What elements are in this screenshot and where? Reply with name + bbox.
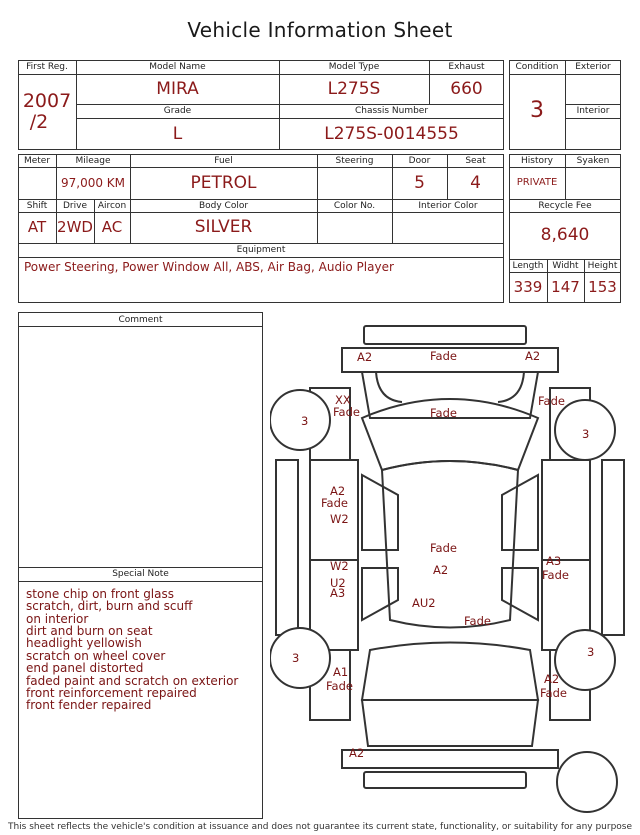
door-label: Door <box>408 156 431 166</box>
width-value: 147 <box>551 278 580 296</box>
syaken-label: Syaken <box>576 156 610 166</box>
comment-label: Comment <box>118 315 163 325</box>
rear-window <box>362 643 538 701</box>
special-note-label: Special Note <box>112 569 169 579</box>
model-type-value: L275S <box>327 79 381 99</box>
tire-grade: 3 <box>582 427 590 441</box>
interior-label: Interior <box>576 106 610 116</box>
length-label: Length <box>512 261 544 271</box>
damage-mark: Fade <box>542 568 569 582</box>
history-label: History <box>520 156 554 166</box>
fuel-label: Fuel <box>214 156 233 166</box>
tire-front-left <box>270 390 330 450</box>
exhaust-label: Exhaust <box>448 62 485 72</box>
damage-mark: A3 <box>546 554 562 568</box>
mileage-value: 97,000 KM <box>60 176 126 190</box>
sill-left <box>276 460 298 635</box>
front-door-left <box>310 460 358 560</box>
damage-mark: Fade <box>464 614 491 628</box>
fuel-value: PETROL <box>190 173 257 193</box>
damage-mark: Fade <box>540 686 567 700</box>
damage-mark: A2 <box>433 563 449 577</box>
rear-bar <box>364 772 526 788</box>
special-note-item: dirt and burn on seat <box>26 624 153 638</box>
damage-mark: Fade <box>333 405 360 419</box>
special-note-item: stone chip on front glass <box>26 587 175 601</box>
damage-mark: A2 <box>330 484 346 498</box>
damage-mark: A2 <box>349 746 365 760</box>
interior-color-label: Interior Color <box>418 201 478 211</box>
damage-mark: Fade <box>430 406 457 420</box>
damage-mark: Fade <box>326 679 353 693</box>
meter-label: Meter <box>23 156 51 166</box>
condition-value: 3 <box>530 98 544 123</box>
body-color-value: SILVER <box>194 217 253 237</box>
equipment-value: Power Steering, Power Window All, ABS, Air Bag, Audio Player <box>24 260 394 274</box>
car-damage-diagram <box>270 320 630 820</box>
model-type-label: Model Type <box>328 62 380 72</box>
drive-value: 2WD <box>57 218 93 236</box>
aircon-value: AC <box>101 218 123 236</box>
history-value: PRIVATE <box>516 177 558 188</box>
tire-grade: 3 <box>301 414 309 428</box>
spare-tire <box>557 752 617 812</box>
special-note-item: front fender repaired <box>26 698 152 712</box>
comment-panel <box>18 312 263 819</box>
damage-mark: Fade <box>430 541 457 555</box>
damage-mark: W2 <box>330 512 349 526</box>
steering-label: Steering <box>335 156 374 166</box>
sill-right <box>602 460 624 635</box>
first-reg-year: 2007 <box>22 90 72 112</box>
damage-mark: Fade <box>430 349 457 363</box>
width-label: Widht <box>552 261 579 271</box>
seat-label: Seat <box>465 156 486 166</box>
equipment-label: Equipment <box>236 245 286 255</box>
first-reg-month: /2 <box>29 111 49 133</box>
damage-mark: W2 <box>330 559 349 573</box>
damage-mark: A2 <box>544 672 560 686</box>
tire-grade: 3 <box>587 645 595 659</box>
recycle-fee-value: 8,640 <box>540 225 590 245</box>
model-name-value: MIRA <box>156 79 199 99</box>
damage-mark: A2 <box>357 350 373 364</box>
damage-mark: Fade <box>321 496 348 510</box>
exterior-label: Exterior <box>575 62 611 72</box>
model-name-label: Model Name <box>149 62 206 72</box>
mileage-label: Mileage <box>75 156 111 166</box>
damage-mark: A1 <box>333 665 349 679</box>
damage-mark: A2 <box>525 349 541 363</box>
rear-bumper <box>342 750 558 768</box>
page-title: Vehicle Information Sheet <box>187 18 453 42</box>
tire-rear-left <box>270 628 330 688</box>
exhaust-value: 660 <box>450 79 483 99</box>
damage-mark: AU2 <box>412 596 436 610</box>
special-note-item: faded paint and scratch on exterior <box>26 674 239 688</box>
special-note-item: on interior <box>26 612 89 626</box>
length-value: 339 <box>513 278 543 296</box>
special-note-item: scratch on wheel cover <box>26 649 166 663</box>
shift-value: AT <box>27 218 47 236</box>
damage-mark: A3 <box>330 586 346 600</box>
color-no-label: Color No. <box>333 201 376 211</box>
height-value: 153 <box>588 278 617 296</box>
chassis-value: L275S-0014555 <box>324 124 459 144</box>
special-note-item: scratch, dirt, burn and scuff <box>26 599 193 613</box>
tire-rear-right <box>555 630 615 690</box>
body-color-label: Body Color <box>198 201 249 211</box>
front-bar <box>364 326 526 344</box>
condition-label: Condition <box>515 62 559 72</box>
damage-mark: U2 <box>330 576 346 590</box>
grade-value: L <box>172 124 183 144</box>
front-door-right <box>542 460 590 560</box>
chassis-label: Chassis Number <box>354 106 429 116</box>
tire-grade: 3 <box>292 651 300 665</box>
disclaimer: This sheet reflects the vehicle's condition at issuance and does not guarantee its current state, functionality, or suitability for any purpose <box>7 822 633 832</box>
height-label: Height <box>587 261 618 271</box>
damage-mark: Fade <box>538 394 565 408</box>
special-note-item: front reinforcement repaired <box>26 686 197 700</box>
rear-hatch <box>362 700 538 746</box>
drive-label: Drive <box>63 201 87 211</box>
aircon-label: Aircon <box>97 201 127 211</box>
special-note-item: headlight yellowish <box>26 636 142 650</box>
shift-label: Shift <box>26 201 48 211</box>
special-note-item: end panel distorted <box>26 661 144 675</box>
seat-value: 4 <box>470 173 481 193</box>
damage-mark: XX <box>335 393 351 407</box>
first-reg-label: First Reg. <box>26 62 68 72</box>
recycle-fee-label: Recycle Fee <box>538 201 592 211</box>
grade-label: Grade <box>163 106 192 116</box>
door-value: 5 <box>414 173 425 193</box>
